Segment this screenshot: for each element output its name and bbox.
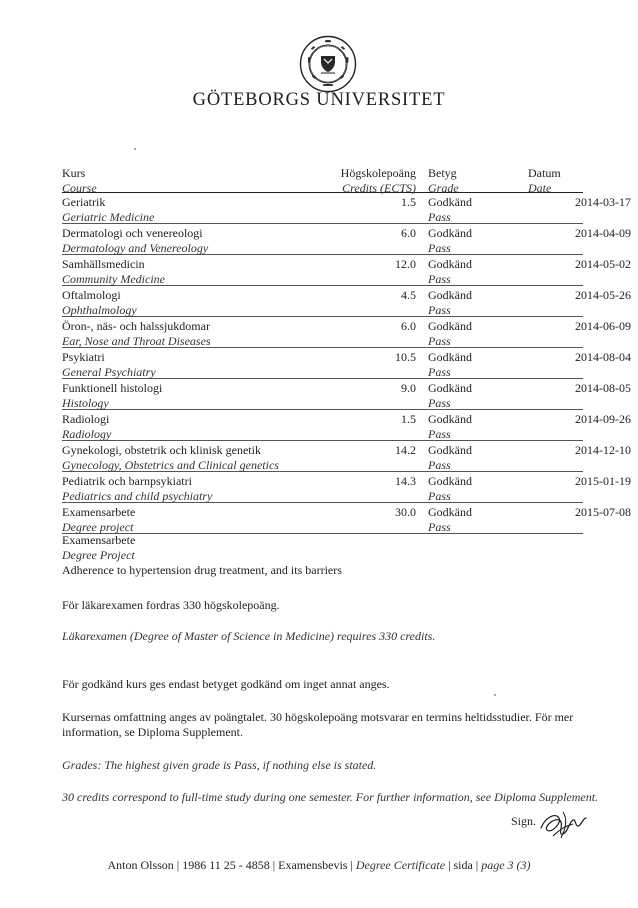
course-grade-sv: Godkänd <box>428 319 472 333</box>
course-name-sv: Geriatrik <box>62 195 106 209</box>
handwritten-signature <box>533 806 593 846</box>
course-grade-en: Pass <box>428 334 451 348</box>
course-date: 2014-05-02 <box>575 257 631 271</box>
course-name-en: Radiology <box>62 427 112 441</box>
course-grade-sv: Godkänd <box>428 505 472 519</box>
course-name-sv: Funktionell histologi <box>62 381 163 395</box>
course-grade-sv: Godkänd <box>428 474 472 488</box>
table-row <box>62 348 631 379</box>
course-grade-en: Pass <box>428 272 451 286</box>
course-name-en: Pediatrics and child psychiatry <box>62 489 213 503</box>
column-header-credits-sv: Högskolepoäng <box>340 166 416 180</box>
thesis-title: Adherence to hypertension drug treatment, and its barriers <box>62 563 342 577</box>
course-grade-en: Pass <box>428 365 451 379</box>
table-row <box>62 286 631 317</box>
grade-note-sv: För godkänd kurs ges endast betyget godkänd om inget annat anges. <box>62 677 390 691</box>
requirement-sv: För läkarexamen fordras 330 högskolepoäng. <box>62 598 280 612</box>
footer <box>0 858 638 873</box>
course-credits: 10.5 <box>395 350 416 364</box>
course-credits: 12.0 <box>395 257 416 271</box>
course-name-en: Gynecology, Obstetrics and Clinical genetics <box>62 458 279 472</box>
table-header <box>62 164 583 193</box>
course-grade-sv: Godkänd <box>428 195 472 209</box>
course-grade-en: Pass <box>428 210 451 224</box>
requirement-en: Läkarexamen (Degree of Master of Science in Medicine) requires 330 credits. <box>62 629 436 643</box>
course-grade-sv: Godkänd <box>428 443 472 457</box>
course-grade-sv: Godkänd <box>428 226 472 240</box>
thesis-label-en: Degree Project <box>62 548 135 562</box>
course-credits: 14.2 <box>395 443 416 457</box>
course-name-en: Community Medicine <box>62 272 165 286</box>
course-grade-sv: Godkänd <box>428 412 472 426</box>
thesis-label-sv: Examensarbete <box>62 533 136 547</box>
course-grade-sv: Godkänd <box>428 257 472 271</box>
course-credits: 1.5 <box>401 195 416 209</box>
course-grade-en: Pass <box>428 396 451 410</box>
university-seal-icon <box>299 35 357 93</box>
course-grade-en: Pass <box>428 241 451 255</box>
course-grade-sv: Godkänd <box>428 350 472 364</box>
course-date: 2014-06-09 <box>575 319 631 333</box>
column-header-credits-en: Credits (ECTS) <box>342 181 416 195</box>
footer-text-2: | sida | <box>445 858 482 872</box>
course-name-sv: Samhällsmedicin <box>62 257 145 271</box>
course-name-en: General Psychiatry <box>62 365 156 379</box>
column-header-course-sv: Kurs <box>62 166 86 180</box>
course-credits: 9.0 <box>401 381 416 395</box>
footer-text-1: Anton Olsson | 1986 11 25 - 4858 | Examensbevis | <box>107 858 356 872</box>
course-name-sv: Gynekologi, obstetrik och klinisk genetik <box>62 443 261 457</box>
course-credits: 6.0 <box>401 226 416 240</box>
course-date: 2014-04-09 <box>575 226 631 240</box>
course-name-en: Histology <box>62 396 109 410</box>
course-credits: 14.3 <box>395 474 416 488</box>
column-header-date-sv: Datum <box>528 166 561 180</box>
course-name-sv: Examensarbete <box>62 505 136 519</box>
course-date: 2014-09-26 <box>575 412 631 426</box>
course-date: 2015-01-19 <box>575 474 631 488</box>
table-row <box>62 472 631 503</box>
signature-label: Sign. <box>511 814 537 828</box>
course-credits: 4.5 <box>401 288 416 302</box>
course-date: 2014-12-10 <box>575 443 631 457</box>
course-name-en: Ear, Nose and Throat Diseases <box>62 334 211 348</box>
course-name-sv: Öron-, näs- och halssjukdomar <box>62 319 210 333</box>
scope-note-sv: Kursernas omfattning anges av poängtalet. 30 högskolepoäng motsvarar en termins heltidsstudier. För mer information, se Diploma Supplement. <box>62 710 574 739</box>
course-name-en: Ophthalmology <box>62 303 137 317</box>
course-name-sv: Dermatologi och venereologi <box>62 226 203 240</box>
course-date: 2014-08-05 <box>575 381 631 395</box>
course-credits: 1.5 <box>401 412 416 426</box>
course-date: 2014-08-04 <box>575 350 631 364</box>
table-row <box>62 224 631 255</box>
course-name-sv: Oftalmologi <box>62 288 121 302</box>
course-credits: 6.0 <box>401 319 416 333</box>
course-name-sv: Psykiatri <box>62 350 105 364</box>
footer-italic-1: Degree Certificate <box>355 858 446 872</box>
course-grade-en: Pass <box>428 427 451 441</box>
course-grade-en: Pass <box>428 520 451 534</box>
course-name-en: Dermatology and Venereology <box>62 241 209 255</box>
table-row <box>62 503 631 534</box>
footer-italic-2: page 3 (3) <box>481 858 531 872</box>
table-row <box>62 193 631 224</box>
course-name-sv: Pediatrik och barnpsykiatri <box>62 474 192 488</box>
course-date: 2014-05-26 <box>575 288 631 302</box>
course-date: 2014-03-17 <box>575 195 631 209</box>
university-name: GÖTEBORGS UNIVERSITET <box>192 90 446 110</box>
scan-speck <box>494 694 496 696</box>
scan-speck <box>134 148 136 150</box>
course-grade-en: Pass <box>428 303 451 317</box>
course-grade-sv: Godkänd <box>428 288 472 302</box>
column-header-course-en: Course <box>62 181 97 195</box>
column-header-date-en: Date <box>528 181 552 195</box>
scope-note-en: 30 credits correspond to full-time study during one semester. For further information, see Diploma Supplement. <box>62 790 599 804</box>
table-row <box>62 441 631 472</box>
table-row <box>62 317 631 348</box>
course-name-sv: Radiologi <box>62 412 110 426</box>
course-name-en: Geriatric Medicine <box>62 210 155 224</box>
thesis-section <box>62 533 602 578</box>
column-header-grade-en: Grade <box>428 181 459 195</box>
course-table <box>62 164 631 534</box>
column-header-grade-sv: Betyg <box>428 166 457 180</box>
table-row <box>62 379 631 410</box>
course-grade-sv: Godkänd <box>428 381 472 395</box>
course-credits: 30.0 <box>395 505 416 519</box>
course-grade-en: Pass <box>428 489 451 503</box>
table-row <box>62 255 631 286</box>
course-name-en: Degree project <box>62 520 134 534</box>
table-row <box>62 410 631 441</box>
course-grade-en: Pass <box>428 458 451 472</box>
course-date: 2015-07-08 <box>575 505 631 519</box>
grade-note-en: Grades: The highest given grade is Pass, if nothing else is stated. <box>62 758 377 772</box>
